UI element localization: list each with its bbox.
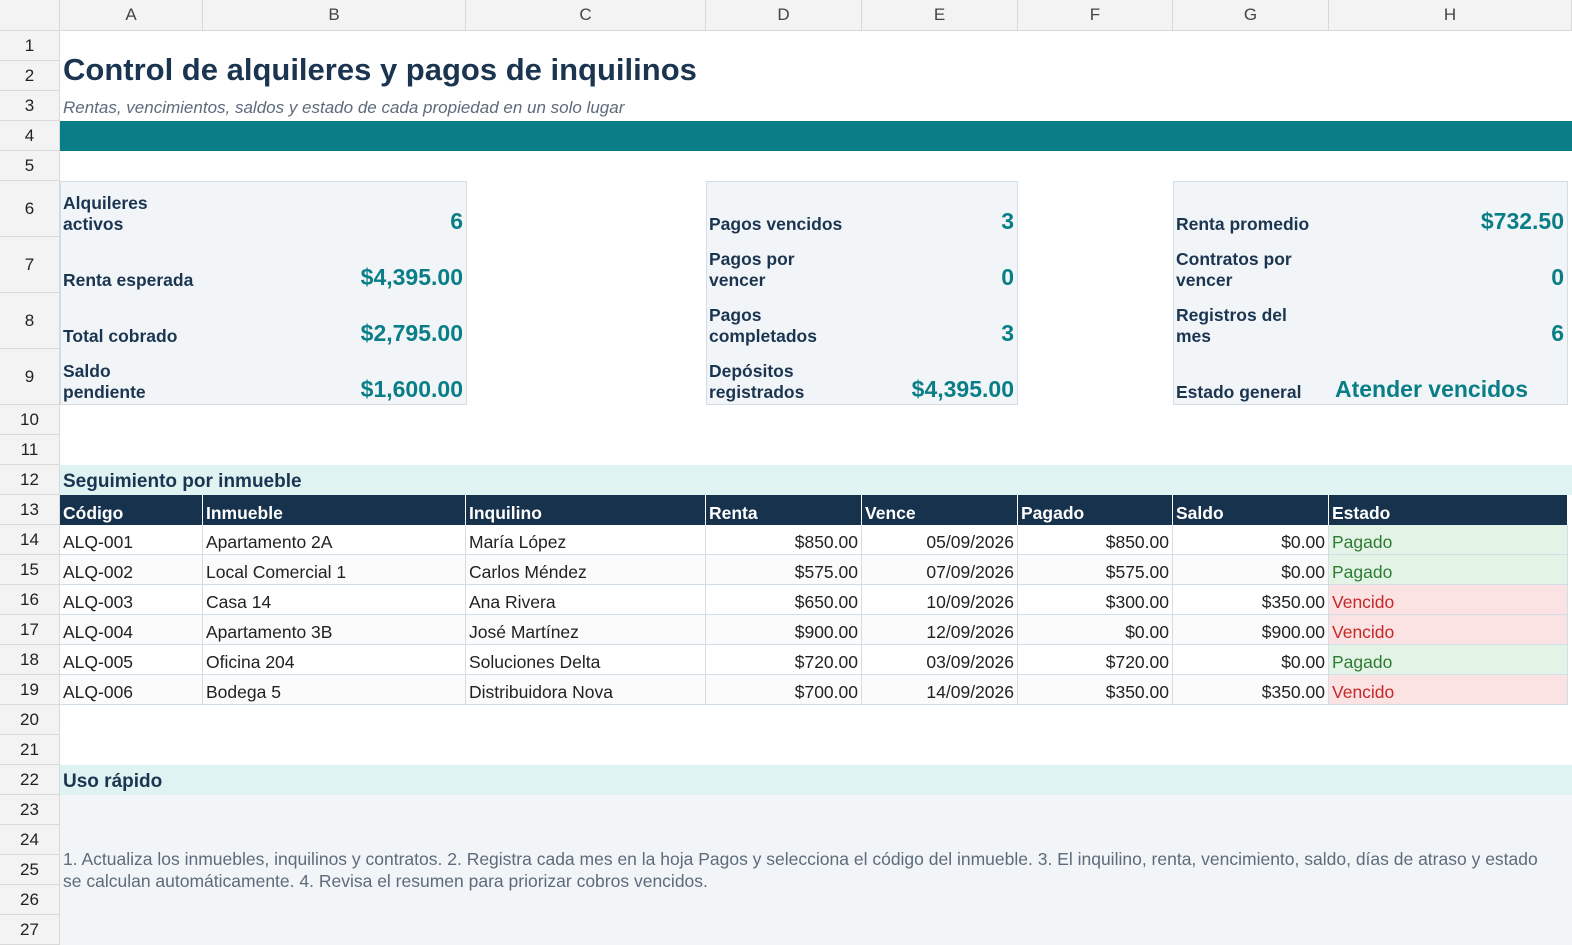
row-header-13[interactable]: 13 — [0, 495, 60, 525]
status-badge[interactable]: Pagado — [1329, 555, 1568, 585]
kpi-value: $1,600.00 — [360, 376, 463, 402]
accent-band — [60, 121, 1572, 151]
page-title: Control de alquileres y pagos de inquilinos — [63, 52, 697, 87]
kpi-value: 3 — [1001, 208, 1014, 234]
kpi-value: $732.50 — [1480, 208, 1564, 234]
table-cell[interactable]: María López — [466, 525, 706, 555]
kpi-value: 6 — [450, 208, 463, 234]
row-header-18[interactable]: 18 — [0, 645, 60, 675]
kpi-label: Pagos vencidos — [709, 214, 843, 234]
kpi-label: vencer — [1176, 270, 1233, 290]
table-cell[interactable]: Distribuidora Nova — [466, 675, 706, 705]
row-header-21[interactable]: 21 — [0, 735, 60, 765]
row-header-23[interactable]: 23 — [0, 795, 60, 825]
table-header-saldo[interactable]: Saldo — [1173, 495, 1329, 525]
row-header-27[interactable]: 27 — [0, 915, 60, 945]
table-cell[interactable]: Casa 14 — [203, 585, 466, 615]
table-header-pagado[interactable]: Pagado — [1018, 495, 1173, 525]
table-cell[interactable]: ALQ-004 — [60, 615, 203, 645]
table-cell[interactable]: $300.00 — [1018, 585, 1173, 615]
row-header-5[interactable]: 5 — [0, 151, 60, 181]
row-header-26[interactable]: 26 — [0, 885, 60, 915]
kpi-label: pendiente — [63, 382, 146, 402]
section-title-tracking: Seguimiento por inmueble — [60, 465, 1572, 495]
kpi-label: Alquileres — [63, 193, 148, 213]
table-cell[interactable]: Oficina 204 — [203, 645, 466, 675]
table-cell[interactable]: $350.00 — [1173, 675, 1329, 705]
table-header-renta[interactable]: Renta — [706, 495, 862, 525]
table-cell[interactable]: $900.00 — [706, 615, 862, 645]
table-cell[interactable]: 14/09/2026 — [862, 675, 1018, 705]
row-header-14[interactable]: 14 — [0, 525, 60, 555]
status-badge[interactable]: Vencido — [1329, 585, 1568, 615]
row-header-25[interactable]: 25 — [0, 855, 60, 885]
kpi-label: Saldo — [63, 361, 111, 381]
kpi-value: 0 — [1001, 264, 1014, 290]
table-cell[interactable]: $900.00 — [1173, 615, 1329, 645]
column-header-b[interactable]: B — [203, 0, 466, 31]
kpi-label: Pagos — [709, 305, 762, 325]
table-header-inmueble[interactable]: Inmueble — [203, 495, 466, 525]
table-cell[interactable]: $0.00 — [1173, 525, 1329, 555]
table-cell[interactable]: ALQ-006 — [60, 675, 203, 705]
column-header-d[interactable]: D — [706, 0, 862, 31]
column-header-a[interactable]: A — [60, 0, 203, 31]
table-cell[interactable]: Apartamento 3B — [203, 615, 466, 645]
table-cell[interactable]: 12/09/2026 — [862, 615, 1018, 645]
row-header-12[interactable]: 12 — [0, 465, 60, 495]
table-cell[interactable]: Soluciones Delta — [466, 645, 706, 675]
table-cell[interactable]: $575.00 — [1018, 555, 1173, 585]
quick-use-instructions: 1. Actualiza los inmuebles, inquilinos y contratos. 2. Registra cada mes en la hoja Pagos y selecciona el código del inmueble. 3. El inquilino, renta, vencimiento, saldo, días de atraso y estado se calculan automáticamente. 4. Revisa el resumen para priorizar cobros vencidos. — [60, 795, 1572, 945]
kpi-status-value: Atender vencidos — [1335, 376, 1528, 402]
row-header-1[interactable]: 1 — [0, 31, 60, 61]
table-cell[interactable]: Apartamento 2A — [203, 525, 466, 555]
table-header-código[interactable]: Código — [60, 495, 203, 525]
table-cell[interactable]: $350.00 — [1173, 585, 1329, 615]
kpi-label: Contratos por — [1176, 249, 1292, 269]
status-badge[interactable]: Vencido — [1329, 675, 1568, 705]
table-cell[interactable]: $0.00 — [1173, 555, 1329, 585]
row-header-4[interactable]: 4 — [0, 121, 60, 151]
table-cell[interactable]: $720.00 — [706, 645, 862, 675]
table-cell[interactable]: $850.00 — [1018, 525, 1173, 555]
row-header-24[interactable]: 24 — [0, 825, 60, 855]
row-header-6[interactable]: 6 — [0, 181, 60, 237]
kpi-label: Renta promedio — [1176, 214, 1310, 234]
table-cell[interactable]: Local Comercial 1 — [203, 555, 466, 585]
table-cell[interactable]: $650.00 — [706, 585, 862, 615]
table-cell[interactable]: 03/09/2026 — [862, 645, 1018, 675]
row-header-19[interactable]: 19 — [0, 675, 60, 705]
kpi-label: registrados — [709, 382, 805, 402]
kpi-value: 6 — [1551, 320, 1564, 346]
kpi-label: mes — [1176, 326, 1212, 346]
table-cell[interactable]: 10/09/2026 — [862, 585, 1018, 615]
table-cell[interactable]: ALQ-003 — [60, 585, 203, 615]
table-header-inquilino[interactable]: Inquilino — [466, 495, 706, 525]
row-header-8[interactable]: 8 — [0, 293, 60, 349]
table-cell[interactable]: $350.00 — [1018, 675, 1173, 705]
table-cell[interactable]: $850.00 — [706, 525, 862, 555]
kpi-value: $2,795.00 — [360, 320, 463, 346]
kpi-label: Registros del — [1176, 305, 1287, 325]
kpi-value: 0 — [1551, 264, 1564, 290]
column-header-h[interactable]: H — [1329, 0, 1572, 31]
kpi-value: $4,395.00 — [360, 264, 463, 290]
table-cell[interactable]: 05/09/2026 — [862, 525, 1018, 555]
kpi-label: Depósitos — [709, 361, 794, 381]
table-cell[interactable]: $575.00 — [706, 555, 862, 585]
row-header-16[interactable]: 16 — [0, 585, 60, 615]
table-header-estado[interactable]: Estado — [1329, 495, 1568, 525]
table-cell[interactable]: Ana Rivera — [466, 585, 706, 615]
table-cell[interactable]: ALQ-002 — [60, 555, 203, 585]
table-cell[interactable]: ALQ-001 — [60, 525, 203, 555]
table-cell[interactable]: 07/09/2026 — [862, 555, 1018, 585]
table-cell[interactable]: $720.00 — [1018, 645, 1173, 675]
table-cell[interactable]: José Martínez — [466, 615, 706, 645]
kpi-label: vencer — [709, 270, 766, 290]
table-cell[interactable]: Carlos Méndez — [466, 555, 706, 585]
table-cell[interactable]: $700.00 — [706, 675, 862, 705]
row-header-15[interactable]: 15 — [0, 555, 60, 585]
kpi-label: activos — [63, 214, 124, 234]
kpi-label: Estado general — [1176, 382, 1302, 402]
row-header-7[interactable]: 7 — [0, 237, 60, 293]
row-header-22[interactable]: 22 — [0, 765, 60, 795]
row-header-3[interactable]: 3 — [0, 91, 60, 121]
row-header-2[interactable]: 2 — [0, 61, 60, 91]
kpi-label: completados — [709, 326, 817, 346]
row-header-20[interactable]: 20 — [0, 705, 60, 735]
status-badge[interactable]: Vencido — [1329, 615, 1568, 645]
table-cell[interactable]: ALQ-005 — [60, 645, 203, 675]
row-header-17[interactable]: 17 — [0, 615, 60, 645]
table-cell[interactable]: Bodega 5 — [203, 675, 466, 705]
page-subtitle: Rentas, vencimientos, saldos y estado de cada propiedad en un solo lugar — [63, 98, 625, 117]
row-header-9[interactable]: 9 — [0, 349, 60, 405]
table-cell[interactable]: $0.00 — [1173, 645, 1329, 675]
kpi-label: Pagos por — [709, 249, 795, 269]
kpi-value: 3 — [1001, 320, 1014, 346]
column-header-f[interactable]: F — [1018, 0, 1173, 31]
status-badge[interactable]: Pagado — [1329, 525, 1568, 555]
column-header-c[interactable]: C — [466, 0, 706, 31]
row-header-10[interactable]: 10 — [0, 405, 60, 435]
row-header-11[interactable]: 11 — [0, 435, 60, 465]
kpi-label: Total cobrado — [63, 326, 178, 346]
column-header-g[interactable]: G — [1173, 0, 1329, 31]
table-cell[interactable]: $0.00 — [1018, 615, 1173, 645]
kpi-value: $4,395.00 — [911, 376, 1014, 402]
select-all-corner[interactable] — [0, 0, 60, 31]
section-title-quick-use: Uso rápido — [60, 765, 1572, 795]
status-badge[interactable]: Pagado — [1329, 645, 1568, 675]
kpi-label: Renta esperada — [63, 270, 194, 290]
table-header-vence[interactable]: Vence — [862, 495, 1018, 525]
column-header-e[interactable]: E — [862, 0, 1018, 31]
